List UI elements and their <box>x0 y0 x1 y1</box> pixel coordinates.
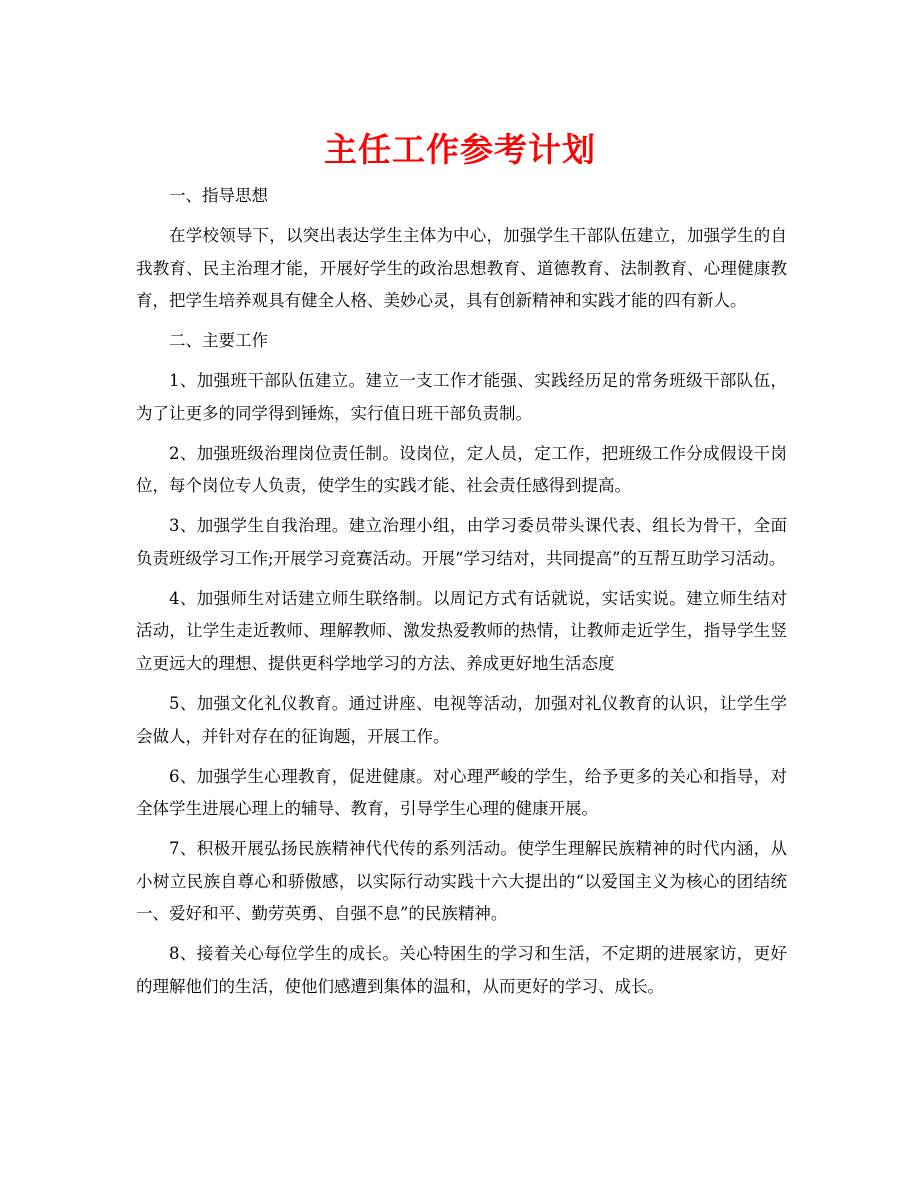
paragraph-item-5: 5、加强文化礼仪教育。通过讲座、电视等活动，加强对礼仪教育的认识，让学生学会做人，并针对存在的征询题，开展工作。 <box>136 694 787 746</box>
document-title: 主任工作参考计划 <box>324 130 596 169</box>
paragraph-item-4: 4、加强师生对话建立师生联络制。以周记方式有话就说，实话实说。建立师生结对活动，让学生走近教师、理解教师、激发热爱教师的热情，让教师走近学生，指导学生竖立更远大的理想、提供更科学地学习的方法、养成更好地生活态度 <box>136 588 787 674</box>
paragraph-item-6: 6、加强学生心理教育，促进健康。对心理严峻的学生，给予更多的关心和指导，对全体学生进展心理上的辅导、教育，引导学生心理的健康开展。 <box>136 766 787 819</box>
document-body <box>136 180 787 1011</box>
paragraph-item-7: 7、积极开展弘扬民族精神代代传的系列活动。使学生理解民族精神的时代内涵，从小树立民族自尊心和骄傲感，以实际行动实践十六大提出的“以爱国主义为核心的团结统一、爱好和平、勤劳英勇、自强不息”的民族精神。 <box>136 839 787 924</box>
paragraph-item-8: 8、接着关心每位学生的成长。关心特困生的学习和生活，不定期的进展家访，更好的理解他们的生活，使他们感遭到集体的温和，从而更好的学习、成长。 <box>136 944 787 996</box>
paragraph-guiding-thought: 在学校领导下，以突出表达学生主体为中心，加强学生干部队伍建立，加强学生的自我教育、民主治理才能，开展好学生的政治思想教育、道德教育、法制教育、心理健康教育，把学生培养观具有健全人格、美妙心灵，具有创新精神和实践才能的四有新人。 <box>136 225 787 311</box>
paragraph-item-1: 1、加强班干部队伍建立。建立一支工作才能强、实践经历足的常务班级干部队伍，为了让更多的同学得到锤炼，实行值日班干部负责制。 <box>136 371 787 423</box>
paragraph-item-2: 2、加强班级治理岗位责任制。设岗位，定人员，定工作，把班级工作分成假设干岗位，每个岗位专人负责，使学生的实践才能、社会责任感得到提高。 <box>136 443 787 496</box>
paragraph-item-3: 3、加强学生自我治理。建立治理小组，由学习委员带头课代表、组长为骨干，全面负责班级学习工作;开展学习竞赛活动。开展“学习结对，共同提高”的互帮互助学习活动。 <box>136 516 787 568</box>
section-heading-main-work: 二、主要工作 <box>169 331 268 351</box>
section-heading-guiding-thought: 一、指导思想 <box>169 186 268 205</box>
